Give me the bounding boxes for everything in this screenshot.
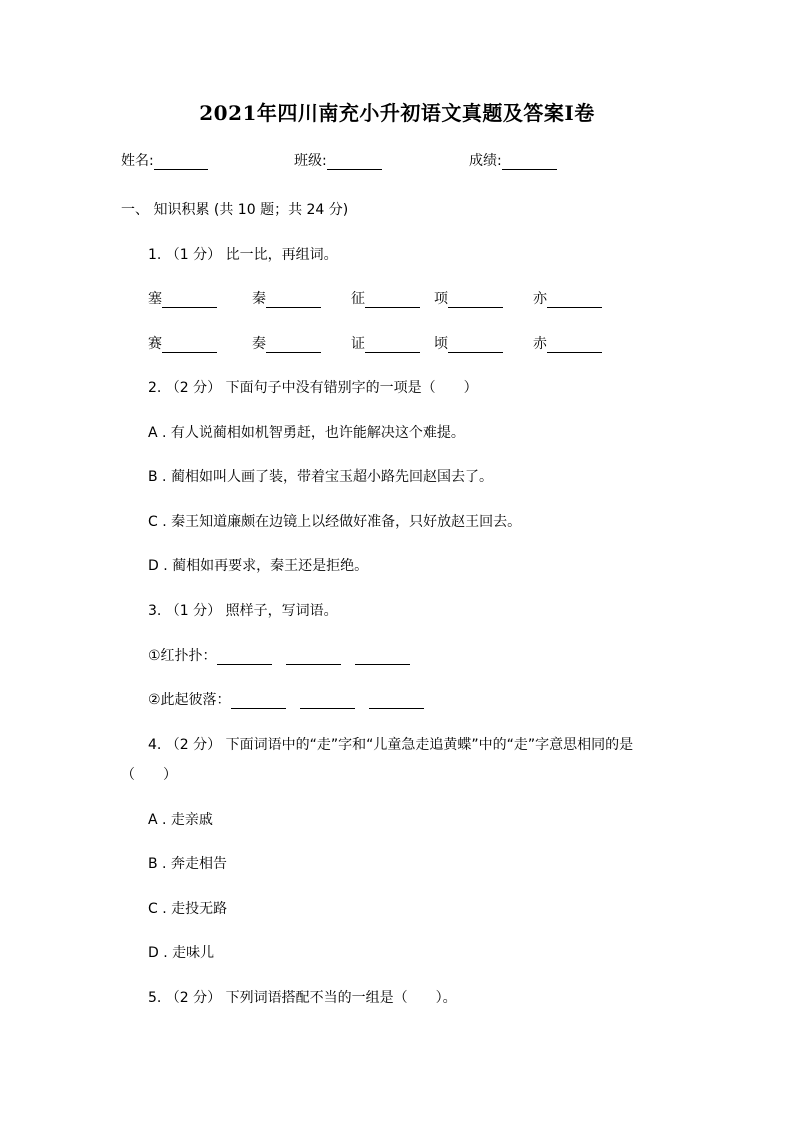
q1-word-cell [148, 333, 217, 353]
q1-word-cell [148, 288, 217, 308]
q1-word-cell [533, 288, 602, 308]
q3-blank[interactable] [217, 650, 272, 665]
q3-item-2-label: ②此起彼落： [148, 692, 231, 708]
q4-option-a[interactable]: A . 走亲戚 [148, 812, 213, 828]
q3-blank[interactable] [369, 694, 424, 709]
q1-char: 赤 [533, 336, 547, 352]
q2-option-d[interactable]: D . 蔺相如再要求，秦王还是拒绝。 [148, 558, 369, 574]
q1-char: 秦 [252, 291, 266, 307]
q1-char: 奏 [252, 336, 266, 352]
q3-item-1-label: ①红扑扑： [148, 648, 217, 664]
q3-blank[interactable] [231, 694, 286, 709]
question-2-stem: 2. （2 分） 下面句子中没有错别字的一项是（ ） [148, 380, 478, 396]
q1-char: 项 [434, 291, 448, 307]
class-field [294, 150, 382, 170]
q1-row-1 [148, 288, 618, 310]
q1-blank[interactable] [162, 293, 217, 308]
score-field [469, 150, 557, 170]
q1-blank[interactable] [266, 293, 321, 308]
q1-word-cell [252, 288, 321, 308]
q1-word-cell [252, 333, 321, 353]
q3-blank[interactable] [300, 694, 355, 709]
student-info-row [121, 150, 681, 172]
q2-option-c[interactable]: C . 秦王知道廉颇在边镜上以经做好准备，只好放赵王回去。 [148, 514, 522, 530]
q1-blank[interactable] [365, 338, 420, 353]
q1-blank[interactable] [547, 338, 602, 353]
page-title: 2021年四川南充小升初语文真题及答案Ⅰ卷 [199, 101, 595, 125]
name-blank[interactable] [154, 155, 208, 170]
q1-char: 顷 [434, 336, 448, 352]
q1-char: 证 [351, 336, 365, 352]
q3-blank[interactable] [355, 650, 410, 665]
score-label: 成绩: [469, 153, 502, 169]
class-label: 班级: [294, 153, 327, 169]
q1-blank[interactable] [365, 293, 420, 308]
q1-blank[interactable] [448, 293, 503, 308]
q1-char: 赛 [148, 336, 162, 352]
q1-char: 亦 [533, 291, 547, 307]
q3-item-2 [148, 689, 438, 709]
q1-char: 征 [351, 291, 365, 307]
q3-item-1 [148, 645, 424, 665]
q4-option-b[interactable]: B . 奔走相告 [148, 856, 227, 872]
q2-option-a[interactable]: A . 有人说蔺相如机智勇赶，也许能解决这个难提。 [148, 425, 465, 441]
name-field [121, 150, 208, 170]
q4-option-c[interactable]: C . 走投无路 [148, 901, 228, 917]
question-3-stem: 3. （1 分） 照样子，写词语。 [148, 603, 338, 619]
question-4-stem: 4. （2 分） 下面词语中的“走”字和“儿童急走追黄蝶”中的“走”字意思相同的是 [148, 737, 634, 753]
q4-option-d[interactable]: D . 走味儿 [148, 945, 215, 961]
q1-word-cell [351, 288, 420, 308]
class-blank[interactable] [327, 155, 382, 170]
q2-option-b[interactable]: B . 蔺相如叫人画了装，带着宝玉超小路先回赵国去了。 [148, 469, 493, 485]
question-5-stem: 5. （2 分） 下列词语搭配不当的一组是（ ）。 [148, 990, 457, 1006]
q1-blank[interactable] [547, 293, 602, 308]
q3-blank[interactable] [286, 650, 341, 665]
q1-blank[interactable] [448, 338, 503, 353]
question-4-stem-continued: （ ） [121, 767, 177, 783]
question-1-stem: 1. （1 分） 比一比，再组词。 [148, 247, 338, 263]
q1-blank[interactable] [266, 338, 321, 353]
section-heading: 一、 知识积累 (共 10 题；共 24 分) [121, 202, 349, 218]
q1-word-cell [351, 333, 420, 353]
q1-blank[interactable] [162, 338, 217, 353]
q1-char: 塞 [148, 291, 162, 307]
score-blank[interactable] [502, 155, 557, 170]
q1-row-2 [148, 333, 618, 355]
q1-word-cell [434, 333, 503, 353]
q1-word-cell [533, 333, 602, 353]
name-label: 姓名: [121, 153, 154, 169]
q1-word-cell [434, 288, 503, 308]
